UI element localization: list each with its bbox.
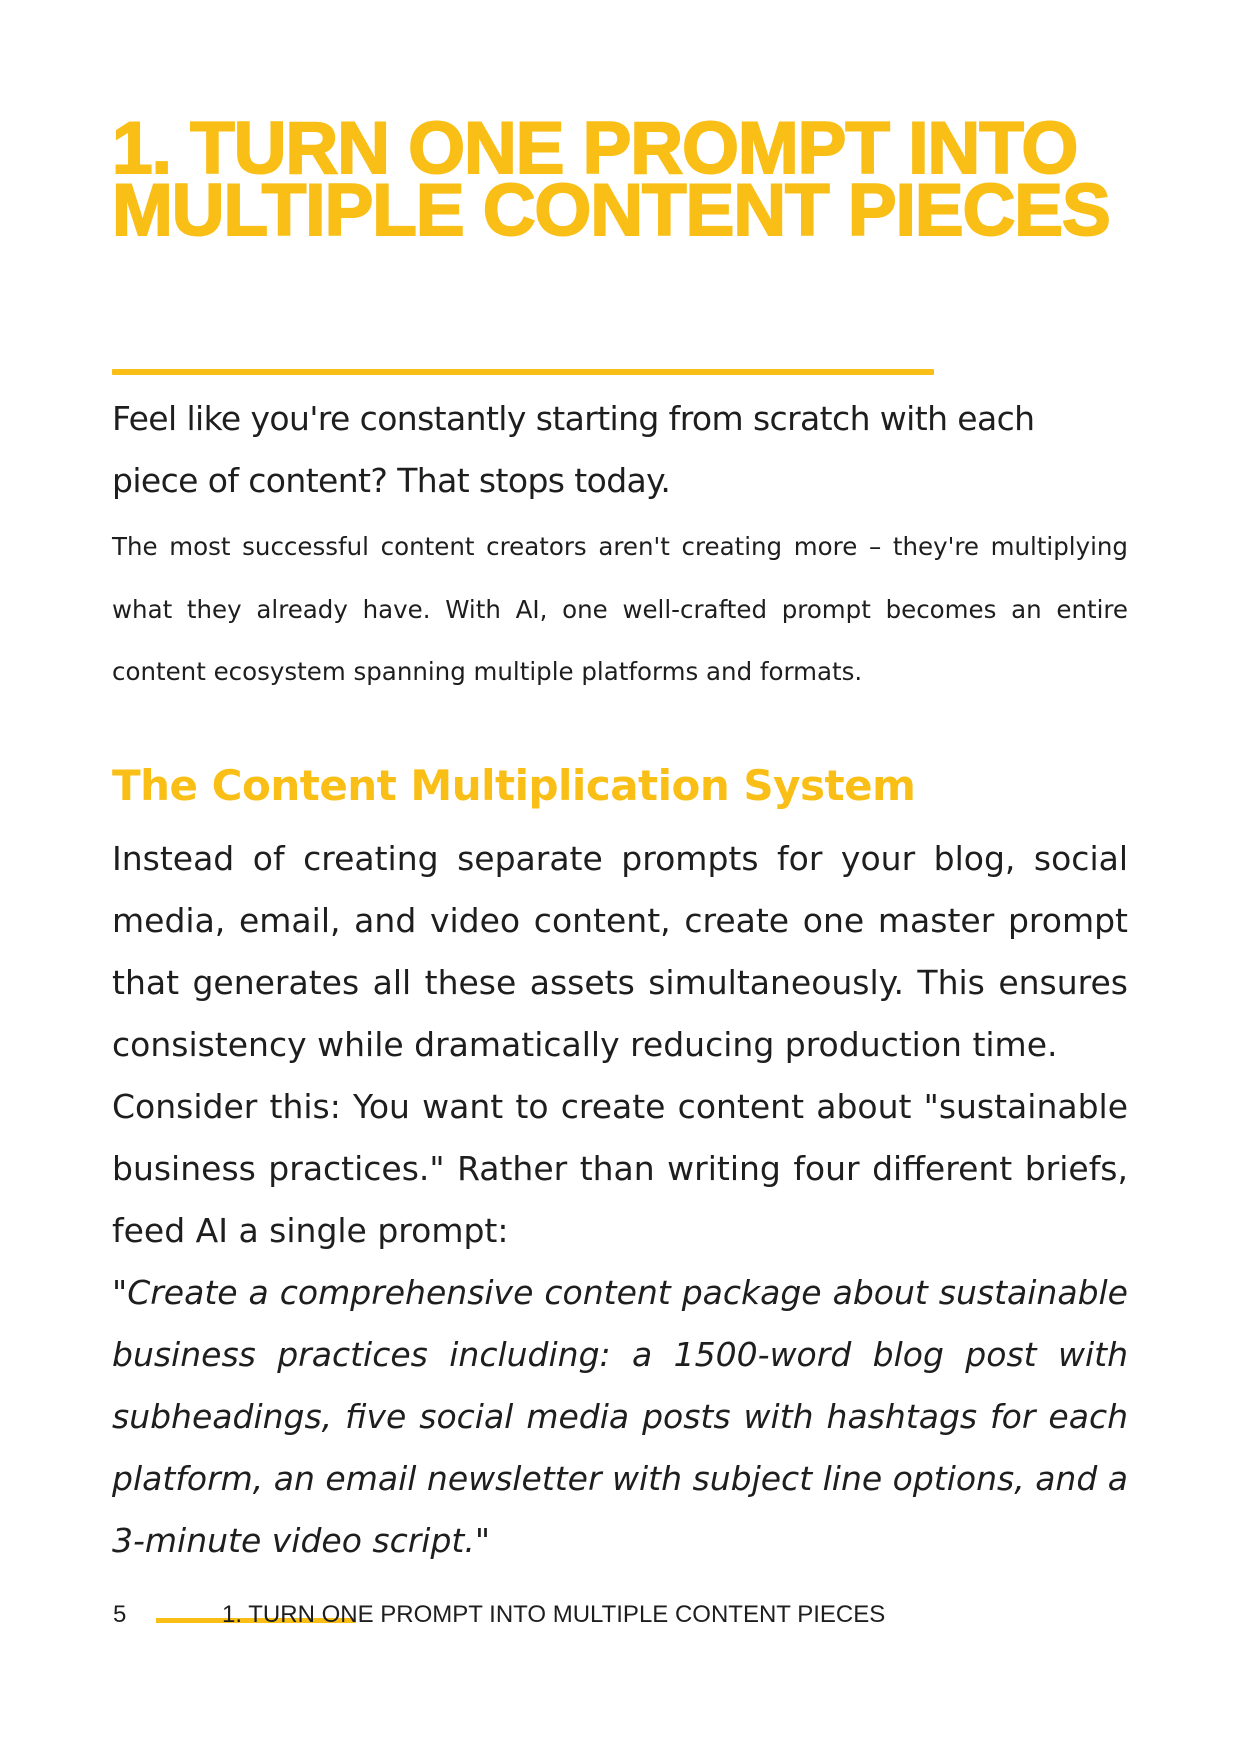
title-divider bbox=[112, 369, 934, 375]
example-prompt-quote bbox=[112, 1262, 1128, 1572]
page-footer bbox=[0, 1596, 1241, 1636]
quote-text: Create a comprehensive content package about sustainable business practices including: a 1500-word blog post with subheadings, five social media posts with hashtags for each platform, an email newsletter with subject line options, and a 3-minute video script. bbox=[112, 1273, 1128, 1560]
chapter-title: 1. TURN ONE PROMPT INTO MULTIPLE CONTENT PIECES bbox=[112, 108, 1110, 251]
quote-open-mark: " bbox=[112, 1273, 128, 1312]
page-number: 5 bbox=[113, 1601, 127, 1628]
intro-paragraph: The most successful content creators aren't creating more – they're multiplying what they already have. With AI, one well-crafted prompt becomes an entire content ecosystem spanning multiple platforms and formats. bbox=[112, 532, 1128, 686]
lead-paragraph: Feel like you're constantly starting from scratch with each piece of content? That stops today. bbox=[112, 399, 1035, 500]
body-paragraph-1: Instead of creating separate prompts for your blog, social media, email, and video content, create one master prompt that generates all these assets simultaneously. This ensures consistency while dramatically reducing production time. bbox=[112, 839, 1128, 1064]
footer-running-title: 1. TURN ONE PROMPT INTO MULTIPLE CONTENT PIECES bbox=[222, 1601, 886, 1628]
quote-close-mark: " bbox=[474, 1521, 491, 1560]
body-paragraph-2: Consider this: You want to create content about "sustainable business practices." Rather than writing four different briefs, feed AI a single prompt: bbox=[112, 1087, 1128, 1250]
section-heading: The Content Multiplication System bbox=[112, 761, 916, 810]
